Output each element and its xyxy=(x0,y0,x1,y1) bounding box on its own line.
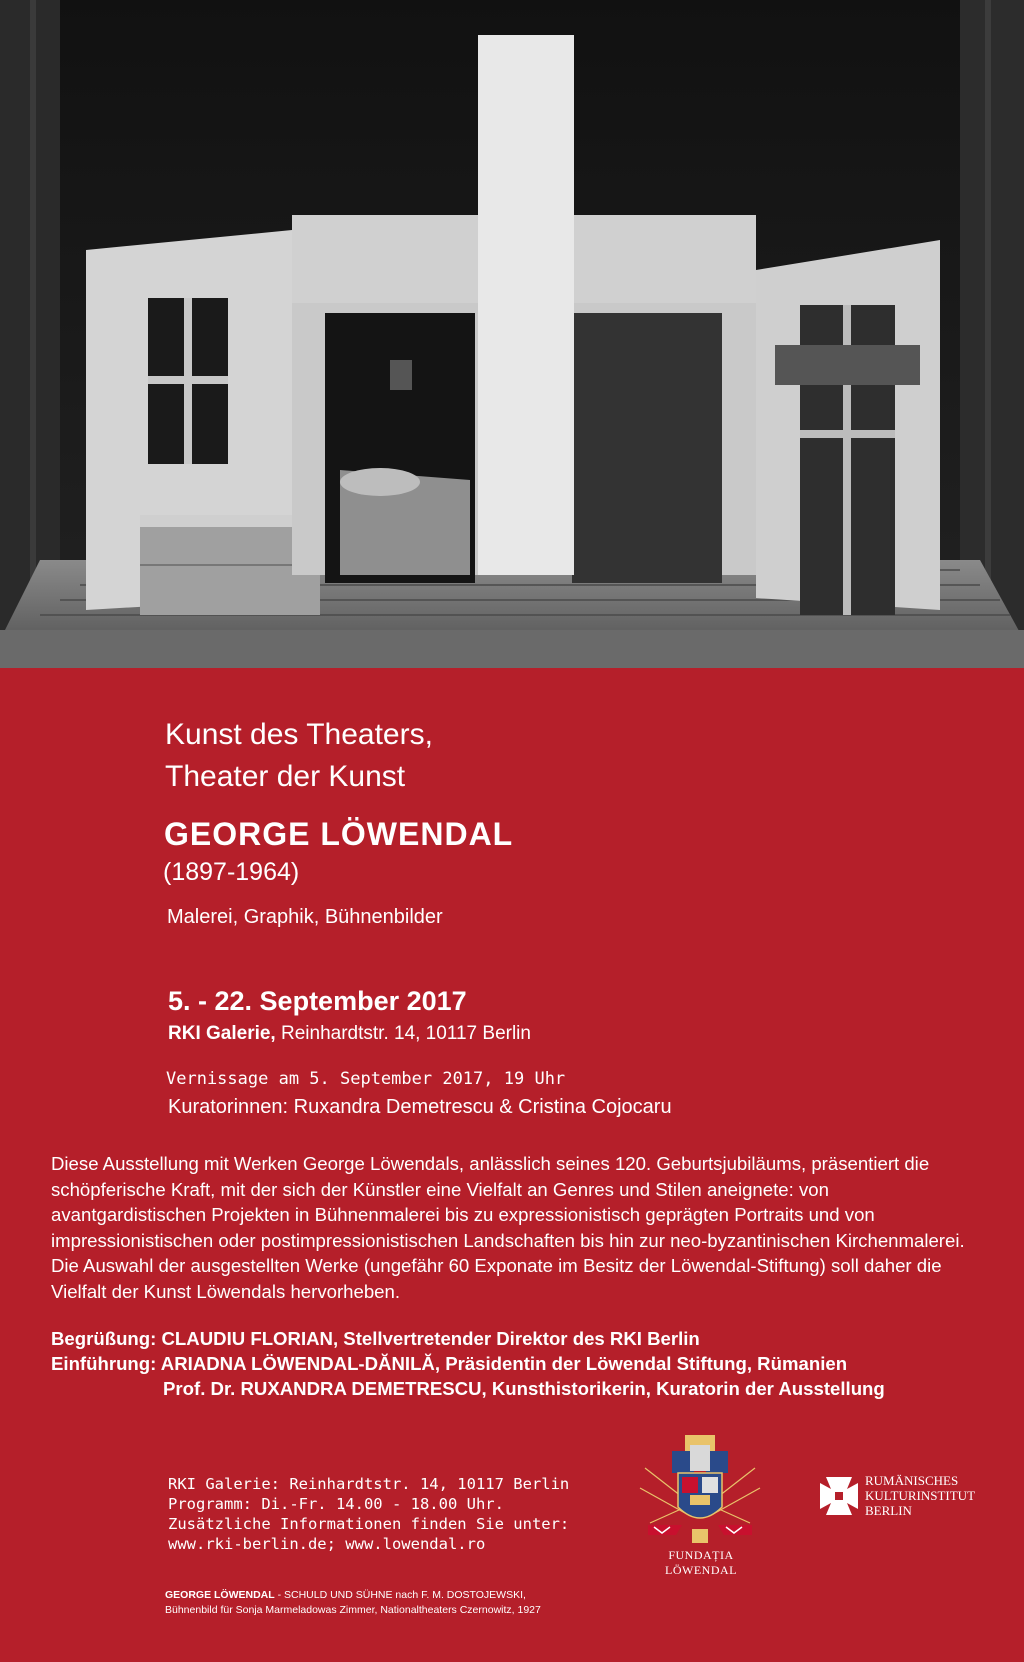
info-line-2: Programm: Di.-Fr. 14.00 - 18.00 Uhr. xyxy=(168,1495,504,1513)
description-text: Diese Ausstellung mit Werken George Löwendals, anlässlich seines 120. Geburtsjubiläums, präsentiert die schöpferische Kraft, mit der sich der Künstler eine Vielfalt an Genres und Stilen aneignete: von avantgardistischen Projekten in Bühnenmalerei bis zu expressionistisch geprägten Portraits und von impressionistischen oder postimpressionistischen Landschaften bis hin zur neo-byzantinischen Kirchenmalerei. Die Auswahl der ausgestellten Werke (ungefähr 60 Exponate im Besitz der Löwendal-Stiftung) soll daher die Vielfalt der Kunst Löwendals hervorheben. xyxy=(51,1153,965,1302)
exhibition-subtitle: Malerei, Graphik, Bühnenbilder xyxy=(167,906,443,928)
photo-credit xyxy=(165,1588,541,1618)
exhibition-dates: 5. - 22. September 2017 xyxy=(168,986,467,1016)
curators: Kuratorinnen: Ruxandra Demetrescu & Cristina Cojocaru xyxy=(168,1096,672,1118)
rki-line-1: RUMÄNISCHES xyxy=(865,1473,959,1488)
info-line-1: RKI Galerie: Reinhardtstr. 14, 10117 Berlin xyxy=(168,1475,570,1493)
venue-address: Reinhardtstr. 14, 10117 Berlin xyxy=(275,1023,531,1044)
visitor-info xyxy=(168,1474,569,1554)
credit-artist: GEORGE LÖWENDAL xyxy=(165,1589,275,1601)
fundatia-label: FUNDAȚIA LÖWENDAL xyxy=(665,1548,737,1577)
fundatia-lowendal-crest-icon xyxy=(630,1433,770,1548)
introduction-2: Prof. Dr. RUXANDRA DEMETRESCU, Kunsthistorikerin, Kuratorin der Ausstellung xyxy=(163,1378,885,1399)
credit-work: - SCHULD UND SÜHNE nach F. M. DOSTOJEWSKI, xyxy=(274,1589,526,1601)
title-line-2: Theater der Kunst xyxy=(165,760,406,793)
venue xyxy=(168,1023,531,1045)
info-line-3: Zusätzliche Informationen finden Sie unter: xyxy=(168,1515,570,1533)
info-line-4[interactable]: www.rki-berlin.de; www.lowendal.ro xyxy=(168,1535,486,1553)
rki-line-2: KULTURINSTITUT xyxy=(865,1488,976,1503)
artist-name: GEORGE LÖWENDAL xyxy=(164,816,514,852)
greeting: Begrüßung: CLAUDIU FLORIAN, Stellvertretender Direktor des RKI Berlin xyxy=(51,1328,700,1349)
vernissage: Vernissage am 5. September 2017, 19 Uhr xyxy=(166,1069,566,1089)
introduction-1: Einführung: ARIADNA LÖWENDAL-DĂNILĂ, Präsidentin der Löwendal Stiftung, Rümanien xyxy=(51,1353,848,1374)
description xyxy=(51,1151,986,1305)
artist-years: (1897-1964) xyxy=(163,858,300,886)
credit-detail: Bühnenbild für Sonja Marmeladowas Zimmer, Nationaltheaters Czernowitz, 1927 xyxy=(165,1604,541,1616)
venue-name: RKI Galerie, xyxy=(168,1023,276,1044)
rki-logo-text xyxy=(865,1473,975,1518)
stage-set-photo xyxy=(0,0,1024,668)
title-line-1: Kunst des Theaters, xyxy=(165,718,433,751)
rki-line-3: BERLIN xyxy=(865,1503,912,1518)
rki-cross-icon xyxy=(818,1475,860,1517)
